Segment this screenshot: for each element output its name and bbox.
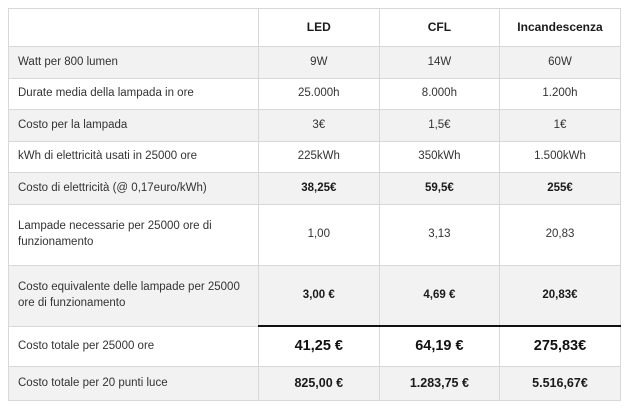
cell-value-cfl: 14W <box>379 47 500 79</box>
cell-value-cfl: 1.283,75 € <box>379 366 500 400</box>
table-body <box>9 47 621 401</box>
cell-value-cfl: 4,69 € <box>379 265 500 326</box>
header-cell-blank <box>9 9 259 47</box>
row-label: Durate media della lampada in ore <box>9 78 259 110</box>
cell-value-led: 825,00 € <box>259 366 380 400</box>
row-label: Watt per 800 lumen <box>9 47 259 79</box>
cell-value-cfl: 350kWh <box>379 141 500 173</box>
cell-value-led: 3€ <box>259 110 380 142</box>
cell-value-incandescenza: 20,83 <box>500 204 621 265</box>
cell-value-incandescenza: 1.500kWh <box>500 141 621 173</box>
table-row <box>9 366 621 400</box>
cell-value-incandescenza: 20,83€ <box>500 265 621 326</box>
table-row <box>9 110 621 142</box>
row-label: Costo totale per 25000 ore <box>9 326 259 366</box>
cell-value-cfl: 8.000h <box>379 78 500 110</box>
row-label: Costo per la lampada <box>9 110 259 142</box>
table-row <box>9 47 621 79</box>
cell-value-led: 1,00 <box>259 204 380 265</box>
cell-value-incandescenza: 60W <box>500 47 621 79</box>
row-label: Costo equivalente delle lampade per 25000 ore di funzionamento <box>9 265 259 326</box>
header-cell-incandescenza: Incandescenza <box>500 9 621 47</box>
lamp-cost-comparison-table <box>8 8 621 401</box>
table-header-row <box>9 9 621 47</box>
cell-value-incandescenza: 1€ <box>500 110 621 142</box>
cell-value-led: 41,25 € <box>259 326 380 366</box>
row-label: Lampade necessarie per 25000 ore di funzionamento <box>9 204 259 265</box>
cell-value-incandescenza: 255€ <box>500 173 621 205</box>
cell-value-incandescenza: 275,83€ <box>500 326 621 366</box>
cell-value-cfl: 3,13 <box>379 204 500 265</box>
cell-value-led: 25.000h <box>259 78 380 110</box>
cell-value-incandescenza: 1.200h <box>500 78 621 110</box>
table-row <box>9 173 621 205</box>
cell-value-led: 9W <box>259 47 380 79</box>
header-cell-led: LED <box>259 9 380 47</box>
header-cell-cfl: CFL <box>379 9 500 47</box>
comparison-table-container <box>8 8 620 401</box>
cell-value-cfl: 64,19 € <box>379 326 500 366</box>
table-row <box>9 265 621 326</box>
cell-value-cfl: 1,5€ <box>379 110 500 142</box>
table-row <box>9 204 621 265</box>
table-header <box>9 9 621 47</box>
table-row <box>9 326 621 366</box>
cell-value-led: 225kWh <box>259 141 380 173</box>
table-row <box>9 78 621 110</box>
cell-value-incandescenza: 5.516,67€ <box>500 366 621 400</box>
row-label: Costo totale per 20 punti luce <box>9 366 259 400</box>
cell-value-led: 38,25€ <box>259 173 380 205</box>
row-label: Costo di elettricità (@ 0,17euro/kWh) <box>9 173 259 205</box>
cell-value-led: 3,00 € <box>259 265 380 326</box>
row-label: kWh di elettricità usati in 25000 ore <box>9 141 259 173</box>
table-row <box>9 141 621 173</box>
cell-value-cfl: 59,5€ <box>379 173 500 205</box>
